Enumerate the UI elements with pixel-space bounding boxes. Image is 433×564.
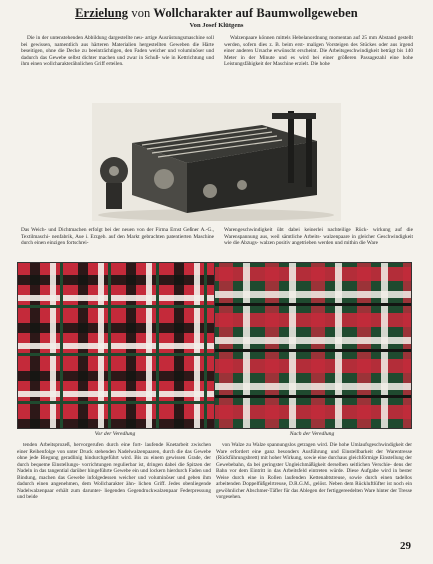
figure-caption-after: Nach der Veredlung xyxy=(289,431,335,437)
article-title xyxy=(0,6,433,21)
machine-caption-left: Das Weich- und Dichtmachen erfolgt bei der neuen von der Firma Ernst Geßner A.-G., Textilmaschi- nenfabrik, Aue i. Erzgeb. auf den Markt gebrachten patentierten Maschine durch einen einzigen fortschrei- xyxy=(21,227,214,246)
intro-right-column: Walzenpaare können mittels Hebelanordnung momentan auf 25 mm Abstand gestellt werden, sofern dies z. B. beim erst- maligen Vorsteigen des Stückes oder aus irgend einer anderen Ursache erwünscht erscheint. Die Arbeitsgeschwindigkeit beträgt bis 140 Meter in der Minute und es wird bei einer größeren Passagezahl eine hohe Leistungsfähigkeit der Maschine erzielt. Die hohe xyxy=(224,35,413,67)
figure-caption-before: Vor der Veredlung xyxy=(94,431,136,437)
title-part-2: von xyxy=(131,6,151,20)
title-part-1: Erzielung xyxy=(75,6,129,20)
fabric-before-image xyxy=(17,262,215,429)
author-line: Von Josef Klütgens xyxy=(189,22,244,29)
machine-caption-right: Warengeschwindigkeit übt dabei keinerlei nachteilige Rück- wirkung auf die Warenspannung aus, weil sämtliche Arbeits- walzenpaare in gleicher Geschwindigkeit wie die Abzugs- walzen positiv angetrieben werden und mithin die Ware xyxy=(224,227,413,246)
body-right-column: von Walze zu Walze spannungslos getragen wird. Die hohe Umlaufsgeschwindigkeit der Ware erfordert eine ganz besonders Ausführung und Einstellbarkeit der Warentresse (Rückführungsbrett) mit hoher Wirkung, sowie eine durchaus gleichförmige Einstellung der Gewebebahn, da bei geringster Ungleichmäßigkeit derselben seitlichen Verschie- dens der Bahn vor dem Eintritt in das Arbeitsfeld eintreten würde. Diese Aufgabe wird in bester Weise durch eine in Rollen laufenden Kettenabtstreuse, sowie durch einen tadellos arbeitenden Doppelfüßgelrtreuse, D.R.G.M., gelöst. Neben dem Rückluftlüfter ist noch ein gewöhnlicher Abschmer-Täfler für das Ablegen der fertiggereedelten Ware hinter der Tresse vorgesehen. xyxy=(216,442,412,500)
title-part-3: Wollcharakter auf Baumwollgeweben xyxy=(153,6,358,20)
page-number: 29 xyxy=(400,540,411,552)
fabric-after-image xyxy=(214,262,412,429)
machine-photo xyxy=(92,103,341,221)
intro-left-column: Die in der untenstehenden Abbildung dargestellte neu- artige Ausrüstungsmaschine soll bei gewissen, namentlich aus härteren Materialien hergestellten Geweben die Härte beseitigen, ohne die Decke zu beeinträchtigen, den Faden weicher und voluminöser und dadurch das Gewebe selbst dichter machen und zwar in Schuß- wie in Kettrichtung und ihm einen wollcharakterähnlichen Griff erteilen. xyxy=(21,35,214,67)
body-left-column: tenden Arbeitsprozeß, hervorgerufen durch eine fort- laufende Knetarbeit zwischen einer Reihenfolge von unter Druck stehenden Nadelwalzenpaaren, durch die das Gewebe ohne jede Biegung geradlinig hindurchgeführt wird. Bis zu einem gewissen Grade, der durch bequeme Einstellungs- vorrichtungen regulierbar ist, dringen dabei die Spitzen der Nadeln in das tangential darüber hingeführte Gewebe ein und lockern hierdurch Faden und Bindung, machen das Gewebe infolgedessen weicher und voluminöser und geben ihm dadurch einen angenehmen, dem Wollcharakter ähn- lichen Griff. Jedes obenliegende Nadelwalzenpaar erhält zum darunter- liegenden Gegendruckwalzenpaar Federpressung und beide xyxy=(17,442,211,500)
